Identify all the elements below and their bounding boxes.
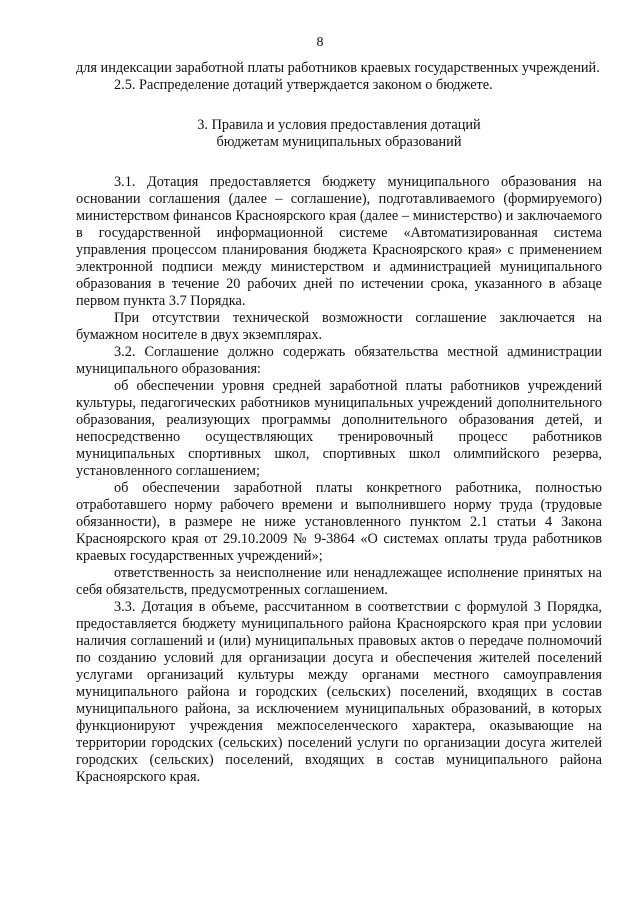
spacer [76, 94, 602, 111]
page-number: 8 [316, 35, 324, 50]
paragraph-3-2: 3.2. Соглашение должно содержать обязательства местной администрации муниципального образования: [76, 344, 602, 377]
spacer [76, 151, 602, 168]
paragraph-3-1: 3.1. Дотация предоставляется бюджету муниципального образования на основании соглашения (далее – соглашение), подготавливаемого (формируемого) министерством финансов Красноярского края (далее – министерство) и заключаемого в государственной информационной системе «Автоматизированная система управления процессом планирования бюджета Красноярского края» с применением электронной подписи между министерством и администрацией муниципального образования в течение 20 рабочих дней по истечении срока, указанного в абзаце первом пункта 3.7 Порядка. [76, 174, 602, 309]
paragraph-continuation: для индексации заработной платы работников краевых государственных учреждений. [76, 60, 600, 76]
paragraph-3-3: 3.3. Дотация в объеме, рассчитанном в соответствии с формулой 3 Порядка, предоставляется бюджету муниципального района Красноярского края при условии наличия соглашений и (или) муниципальных правовых актов о передаче полномочий по созданию условий для организации досуга и обеспечения жителей поселений услугами организаций культуры между органами местного самоуправления муниципального района и городских (сельских) поселений, входящих в состав муниципального района, за исключением муниципальных образований, в которых функционируют учреждения межпоселенческого характера, оказывающие на территории городских (сельских) поселений услуги по организации досуга жителей городских (сельских) поселений, входящих в состав муниципального района Красноярского края. [76, 599, 602, 785]
paragraph-responsibility: ответственность за неисполнение или ненадлежащее исполнение принятых на себя обязательств, предусмотренных соглашением. [76, 565, 602, 598]
paragraph-no-technical-possibility: При отсутствии технической возможности соглашение заключается на бумажном носителе в двух экземплярах. [76, 310, 602, 343]
paragraph-salary-level: об обеспечении уровня средней заработной платы работников учреждений культуры, педагогических работников муниципальных учреждений дополнительного образования, реализующих программы дополнительного образования детей, и непосредственно осуществляющих тренировочный процесс работников муниципальных спортивных школ, спортивных школ олимпийского резерва, установленного соглашением; [76, 378, 602, 479]
section-heading-line-2: бюджетам муниципальных образований [216, 134, 462, 150]
paragraph-specific-employee-salary: об обеспечении заработной платы конкретного работника, полностью отработавшего норму рабочего времени и выполнившего норму труда (трудовые обязанности), в размере не ниже установленного пунктом 2.1 статьи 4 Закона Красноярского края от 29.10.2009 № 9-3864 «О системах оплаты труда работников краевых государственных учреждений»; [76, 480, 602, 564]
document-body [76, 60, 602, 786]
section-heading-line-1: 3. Правила и условия предоставления дотаций [197, 117, 481, 133]
paragraph-2-5: 2.5. Распределение дотаций утверждается законом о бюджете. [114, 77, 493, 93]
